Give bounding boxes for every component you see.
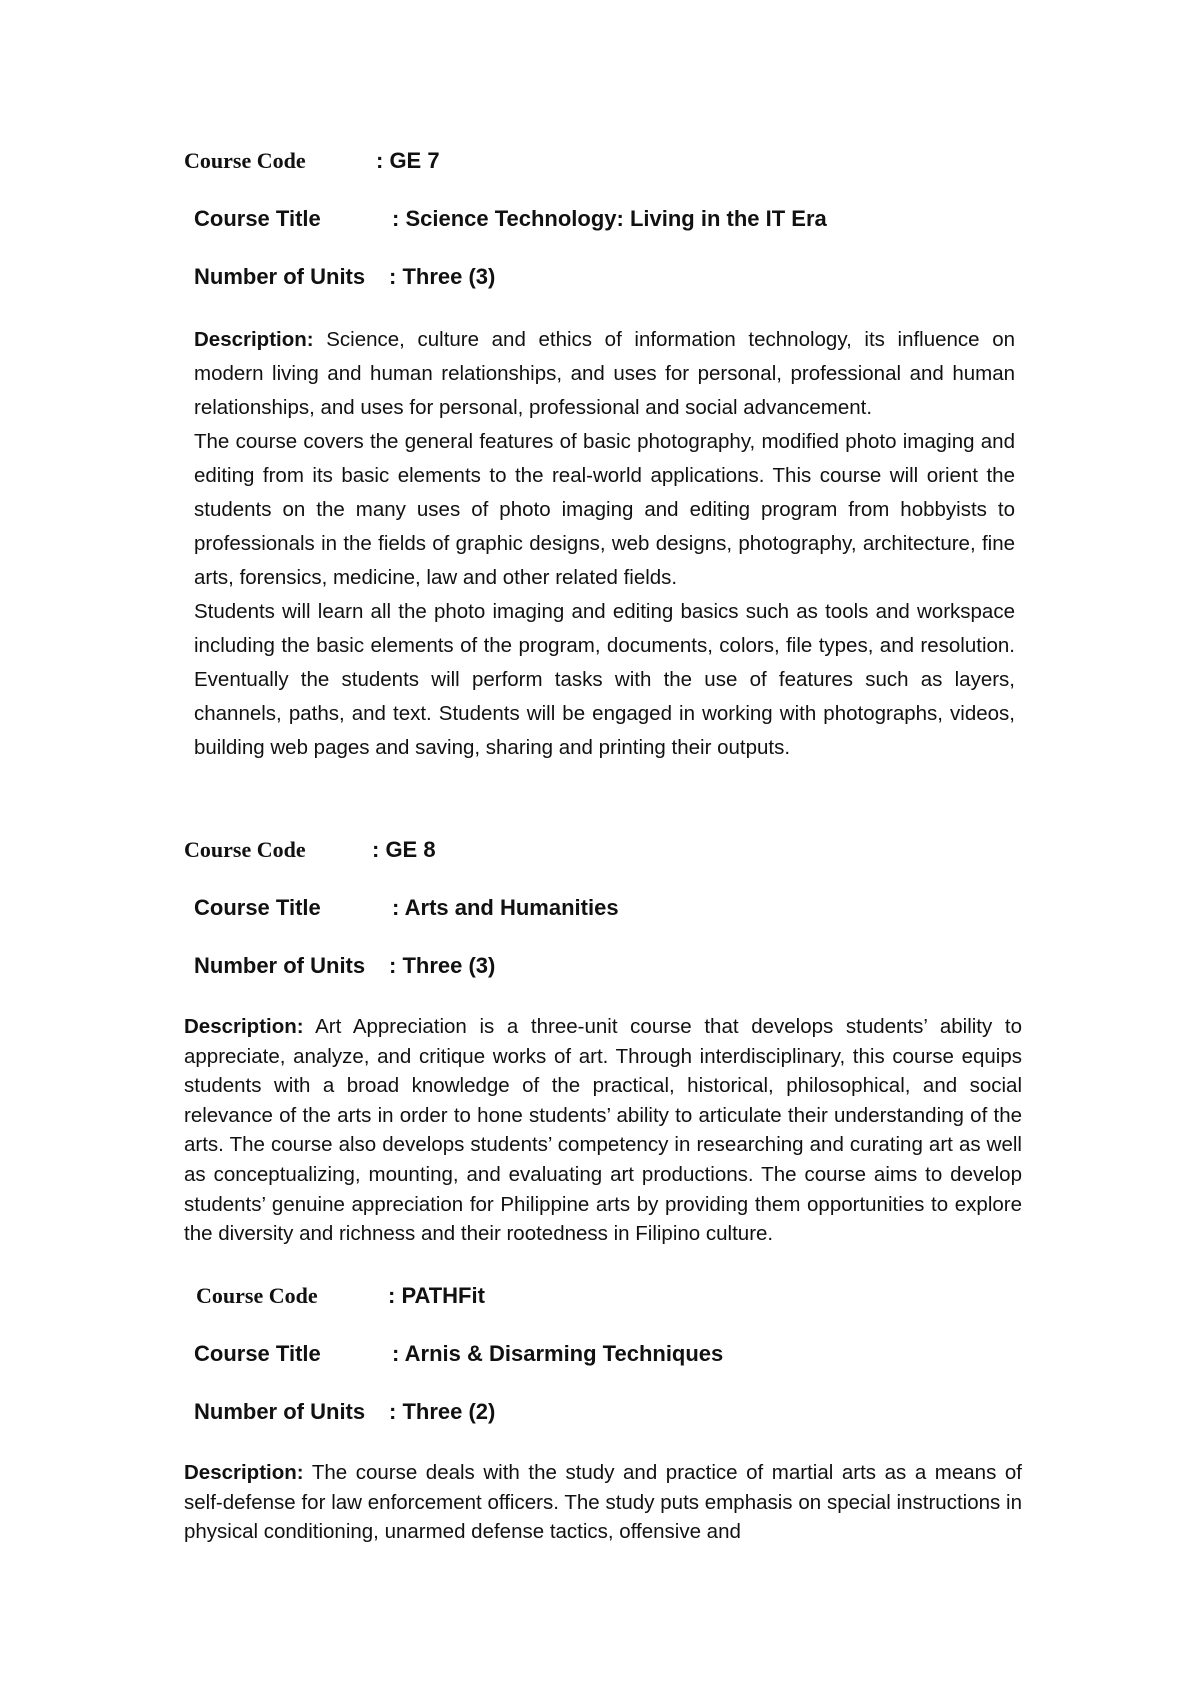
number-of-units-value: : Three (3)	[389, 953, 496, 978]
description-text: Science, culture and ethics of information technology, its influence on modern living and human relationships, and uses for personal, professional and human relationships, and uses for personal, professional and social advancement.	[194, 328, 1016, 419]
description-text: Art Appreciation is a three-unit course that develops students’ ability to appreciate, analyze, and critique works of art. Through interdisciplinary, this course equips students with a broad knowledge of the practical, historical, philosophical, and social relevance of the arts in order to hone students’ ability to articulate their understanding of the arts. The course also develops students’ competency in researching and curating art as well as conceptualizing, mounting, and evaluating art productions. The course aims to develop students’ genuine appreciation for Philippine arts by providing them opportunities to explore the diversity and richness and their rootedness in Filipino culture.	[184, 1015, 1022, 1246]
number-of-units-label: Number of Units	[194, 1399, 366, 1424]
description-label: Description:	[194, 328, 314, 351]
course-code-label: Course Code	[184, 837, 306, 862]
description-label: Description:	[184, 1015, 304, 1038]
course-code-value: : GE 8	[372, 837, 436, 862]
number-of-units-label: Number of Units	[194, 264, 366, 289]
course-description	[194, 323, 1015, 765]
course-title-value: : Arts and Humanities	[392, 895, 619, 920]
description-label: Description:	[184, 1461, 304, 1484]
course-description	[184, 1012, 1022, 1249]
course-title-label: Course Title	[194, 895, 321, 920]
course-code-label: Course Code	[184, 148, 306, 173]
number-of-units-label: Number of Units	[194, 953, 366, 978]
course-title-label: Course Title	[194, 1341, 321, 1366]
description-text: The course deals with the study and practice of martial arts as a means of self-defense for law enforcement officers. The study puts emphasis on special instructions in physical conditioning, unarmed defense tactics, offensive and	[184, 1461, 1022, 1544]
description-paragraph	[184, 1458, 1022, 1547]
course-title-value: : Science Technology: Living in the IT Era	[392, 206, 827, 231]
number-of-units-value: : Three (3)	[389, 264, 496, 289]
course-title-value: : Arnis & Disarming Techniques	[392, 1341, 724, 1366]
course-code-label: Course Code	[196, 1283, 318, 1308]
course-description	[184, 1458, 1022, 1547]
description-paragraph	[184, 1012, 1022, 1249]
description-paragraph: Students will learn all the photo imaging and editing basics such as tools and workspace including the basic elements of the program, documents, colors, file types, and resolution. Eventually the students will perform tasks with the use of features such as layers, channels, paths, and text. Students will be engaged in working with photographs, videos, building web pages and saving, sharing and printing their outputs.	[194, 600, 1015, 759]
description-paragraph: The course covers the general features of basic photography, modified photo imaging and editing from its basic elements to the real-world applications. This course will orient the students on the many uses of photo imaging and editing program from hobbyists to professionals in the fields of graphic designs, web designs, photography, architecture, fine arts, forensics, medicine, law and other related fields.	[194, 430, 1015, 589]
course-code-value: : GE 7	[376, 148, 440, 173]
course-code-value: : PATHFit	[388, 1283, 485, 1308]
number-of-units-value: : Three (2)	[389, 1399, 496, 1424]
description-paragraph	[194, 323, 1015, 425]
course-title-label: Course Title	[194, 206, 321, 231]
